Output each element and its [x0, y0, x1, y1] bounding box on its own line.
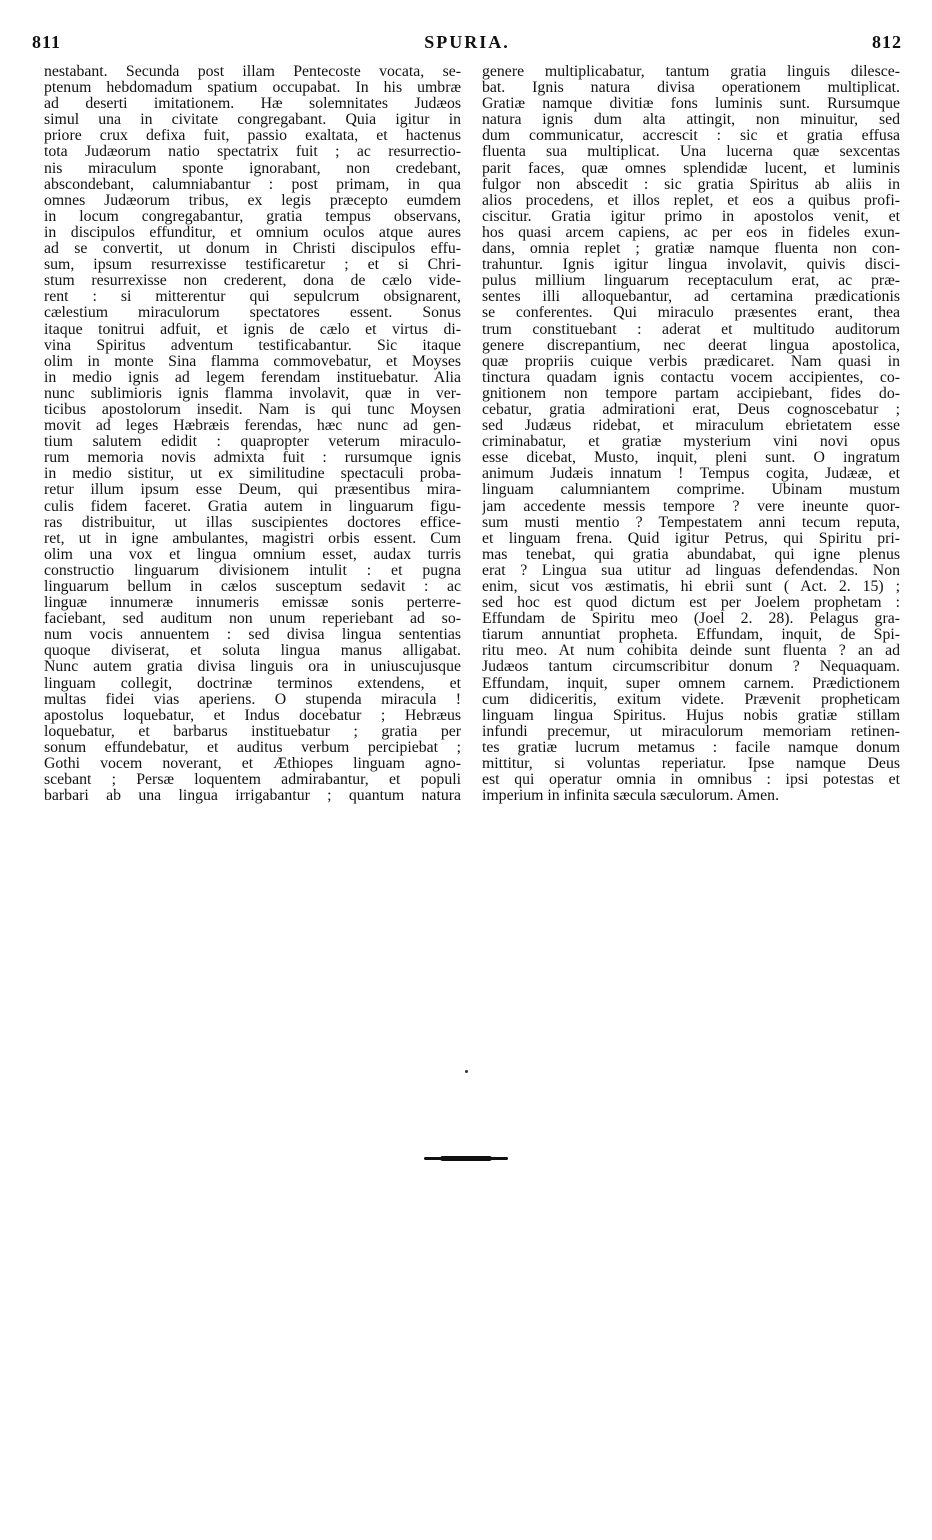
- text-line: linguam calumniantem comprime. Ubinam mustum: [482, 482, 900, 499]
- text-line: nis miraculum sponte ignorabant, non credebant,: [44, 160, 461, 177]
- text-line: constructio linguarum divisionem intulit : et pugna: [44, 562, 461, 579]
- text-line: cebatur, gratia admirationi erat, Deus cognoscebatur ;: [482, 401, 900, 418]
- text-line: multas fidei vias aperiens. O stupenda miracula !: [44, 691, 461, 708]
- text-line: omnes Judæorum tribus, ex legis præcepto eumdem: [44, 192, 461, 209]
- text-line: cum didiceritis, exitum videte. Prævenit propheticam: [482, 691, 900, 708]
- text-line: criminabatur, et gratiæ mysterium vini novi opus: [482, 434, 900, 451]
- right-column: [482, 64, 900, 804]
- text-line: rum memoria novis admixta fuit : rursumque ignis: [44, 450, 461, 467]
- text-line: tota Judæorum natio spectatrix fuit ; ac resurrectio-: [44, 144, 461, 161]
- text-line: in discipulos effunditur, et omnium oculos atque aures: [44, 224, 461, 241]
- text-line: Effundam de Spiritu meo (Joel 2. 28). Pelagus gra-: [482, 611, 900, 628]
- text-line: trahuntur. Ignis igitur lingua involavit, quivis disci-: [482, 257, 900, 274]
- text-line: barbari ab una lingua irrigabantur ; quantum natura: [44, 788, 461, 805]
- text-line: ciscitur. Gratia igitur primo in apostolos venit, et: [482, 208, 900, 225]
- running-title: SPURIA.: [424, 32, 510, 52]
- text-line: jam accedente messis tempore ? vere ineunte quor-: [482, 498, 900, 515]
- stray-mark: [465, 1070, 468, 1073]
- text-line: ticibus apostolorum insedit. Nam is qui tunc Moysen: [44, 401, 461, 418]
- text-line: ritu meo. At num cohibita deinde sunt fluenta ? an ad: [482, 643, 900, 660]
- text-line: Gothi vocem noverant, et Æthiopes linguam agno-: [44, 756, 461, 773]
- text-line: in medio sistitur, ut ex similitudine spectaculi proba-: [44, 466, 461, 483]
- text-line: linguam collegit, doctrinæ terminos extendens, et: [44, 675, 461, 692]
- text-line: dans, omnia replet ; gratiæ namque fluenta non con-: [482, 241, 900, 258]
- text-line: linguam lingua Spiritus. Hujus nobis gratiæ stillam: [482, 707, 900, 724]
- text-line: fluenta sua multiplicat. Una lucerna quæ sexcentas: [482, 144, 900, 161]
- text-line: est qui operatur omnia in omnibus : ipsi potestas et: [482, 772, 900, 789]
- text-line: ras distribuitur, ut illas suscipientes doctores effice-: [44, 514, 461, 531]
- text-line: alios procedens, et illos replet, et eos a quibus profi-: [482, 192, 900, 209]
- text-line: se conferentes. Qui miraculo præsentes erant, thea: [482, 305, 900, 322]
- text-line: Gratiæ namque divitiæ fons luminis sunt. Rursumque: [482, 96, 900, 113]
- text-line: gnitionem non tempore partam accipiebant, fides do-: [482, 385, 900, 402]
- text-line: tiarum annuntiat propheta. Effundam, inquit, de Spi-: [482, 627, 900, 644]
- text-line: ad se convertit, ut donum in Christi discipulos effu-: [44, 241, 461, 258]
- text-line: Judæos tantum circumscribitur donum ? Nequaquam.: [482, 659, 900, 676]
- text-line: simul una in civitate congregabant. Quia igitur in: [44, 112, 461, 129]
- text-line: apostolus loquebatur, et Indus docebatur ; Hebræus: [44, 707, 461, 724]
- text-line: loquebatur, et barbarus instituebatur ; gratia per: [44, 723, 461, 740]
- text-line: esse dicebat, Musto, inquit, pleni sunt. O ingratum: [482, 450, 900, 467]
- text-line: tes gratiæ lucrum metamus : facile namque donum: [482, 739, 900, 756]
- text-line: nunc sublimioris ignis flamma involavit, quæ in ver-: [44, 385, 461, 402]
- text-line: in medio ignis ad legem ferendam instituebatur. Alia: [44, 369, 461, 386]
- text-line: priore crux defixa fuit, passio exaltata, et hactenus: [44, 128, 461, 145]
- text-line: tium salutem edidit : quapropter veterum miraculo-: [44, 434, 461, 451]
- text-line: ret, ut in igne ambulantes, magistri orbis essent. Cum: [44, 530, 461, 547]
- running-header: [32, 32, 902, 58]
- text-line: ptenum hebdomadum spatium occupabat. In his umbræ: [44, 80, 461, 97]
- text-line: sonum effundebatur, et auditus verbum percipiebat ;: [44, 739, 461, 756]
- text-line: sum, ipsum resurrexisse testificaretur ; et si Chri-: [44, 257, 461, 274]
- right-page-number: 812: [872, 32, 902, 52]
- text-line: Nunc autem gratia divisa linguis ora in uniuscujusque: [44, 659, 461, 676]
- text-line: infundi precemur, ut miraculorum memoriam retinen-: [482, 723, 900, 740]
- text-line: faciebant, sed auditum non unum reperiebant ad so-: [44, 611, 461, 628]
- text-line: sum musti mentio ? Tempestatem anni tecum reputa,: [482, 514, 900, 531]
- text-line: itaque tonitrui adfuit, et ignis de cælo et virtus di-: [44, 321, 461, 338]
- text-line: mas tenebat, qui gratia abundabat, qui igne plenus: [482, 546, 900, 563]
- text-line: retur illum ipsum esse Deum, qui præsentibus mira-: [44, 482, 461, 499]
- text-line: olim in monte Sina flamma commovebatur, et Moyses: [44, 353, 461, 370]
- text-line: Effundam, inquit, super omnem carnem. Prædictionem: [482, 675, 900, 692]
- text-line: bat. Ignis natura divisa operationem multiplicat.: [482, 80, 900, 97]
- text-line: quoque diviserat, et soluta lingua manus alligabat.: [44, 643, 461, 660]
- text-line: erat ? Lingua sua utitur ad linguas defendendas. Non: [482, 562, 900, 579]
- text-line: sed hoc est quod dictum est per Joelem prophetam :: [482, 595, 900, 612]
- text-line: pulus millium linguarum receptaculum erat, ac præ-: [482, 273, 900, 290]
- text-line: nestabant. Secunda post illam Pentecoste vocata, se-: [44, 64, 461, 80]
- text-line: cælestium miraculorum spectatores essent. Sonus: [44, 305, 461, 322]
- text-line: abscondebant, calumniabantur : post primam, in qua: [44, 176, 461, 193]
- text-line: et linguam frena. Quid igitur Petrus, qui Spiritu pri-: [482, 530, 900, 547]
- text-line: genere multiplicabatur, tantum gratia linguis dilesce-: [482, 64, 900, 80]
- text-line: sed Judæus ridebat, et miraculum ebrietatem esse: [482, 418, 900, 435]
- text-line: movit ad leges Hæbræis ferendas, hæc nunc ad gen-: [44, 418, 461, 435]
- text-line: natura ignis dum alta attingit, non minuitur, sed: [482, 112, 900, 129]
- text-line: parit faces, quæ omnes splendidæ lucent, et luminis: [482, 160, 900, 177]
- text-line: tinctura quadam ignis contactu vocem accipientes, co-: [482, 369, 900, 386]
- text-line: fulgor non abscedit : sic gratia Spiritus ab aliis in: [482, 176, 900, 193]
- text-line: linguæ innumeræ innumeris emissæ sonis perterre-: [44, 595, 461, 612]
- text-line: vina Spiritus adventum testificabantur. Sic itaque: [44, 337, 461, 354]
- text-line: dum communicatur, accrescit : sic et gratia effusa: [482, 128, 900, 145]
- text-line: num vocis annuentem : sed divisa lingua sententias: [44, 627, 461, 644]
- text-line: rent : si mitterentur qui sepulcrum obsignarent,: [44, 289, 461, 306]
- left-page-number: 811: [32, 32, 62, 52]
- text-line: trum constituebant : aderat et multitudo auditorum: [482, 321, 900, 338]
- text-line: scebant ; Persæ loquentem admirabantur, et populi: [44, 772, 461, 789]
- text-line: linguarum bellum in cælos susceptum sedavit : ac: [44, 579, 461, 595]
- text-line: ad deserti imitationem. Hæ solemnitates Judæos: [44, 96, 461, 113]
- text-line: genere discrepantium, nec deerat lingua apostolica,: [482, 337, 900, 354]
- text-line: olim una vox et lingua omnium esset, audax turris: [44, 546, 461, 563]
- text-line: enim, sicut vos æstimatis, hi ebrii sunt ( Act. 2. 15) ;: [482, 579, 900, 595]
- text-line: quæ propriis cuique verbis prædicaret. Nam quasi in: [482, 353, 900, 370]
- text-line: stum resurrexisse non crederent, dona de cælo vide-: [44, 273, 461, 290]
- end-ornament-rule: [424, 1157, 508, 1160]
- text-line: mittitur, si voluntas reperiatur. Ipse namque Deus: [482, 756, 900, 773]
- left-column: [44, 64, 461, 804]
- text-line: sentes illi alloquebantur, ad certamina prædicationis: [482, 289, 900, 306]
- text-line: in locum congregabantur, gratia tempus observans,: [44, 208, 461, 225]
- text-line: animum Judæis innatum ! Tempus cogita, Judææ, et: [482, 466, 900, 483]
- text-line: imperium in infinita sæcula sæculorum. Amen.: [482, 788, 780, 805]
- text-line: hos quasi arcem capiens, ac per eos in fideles exun-: [482, 224, 900, 241]
- text-line: culis fidem faceret. Gratia autem in linguarum figu-: [44, 498, 461, 515]
